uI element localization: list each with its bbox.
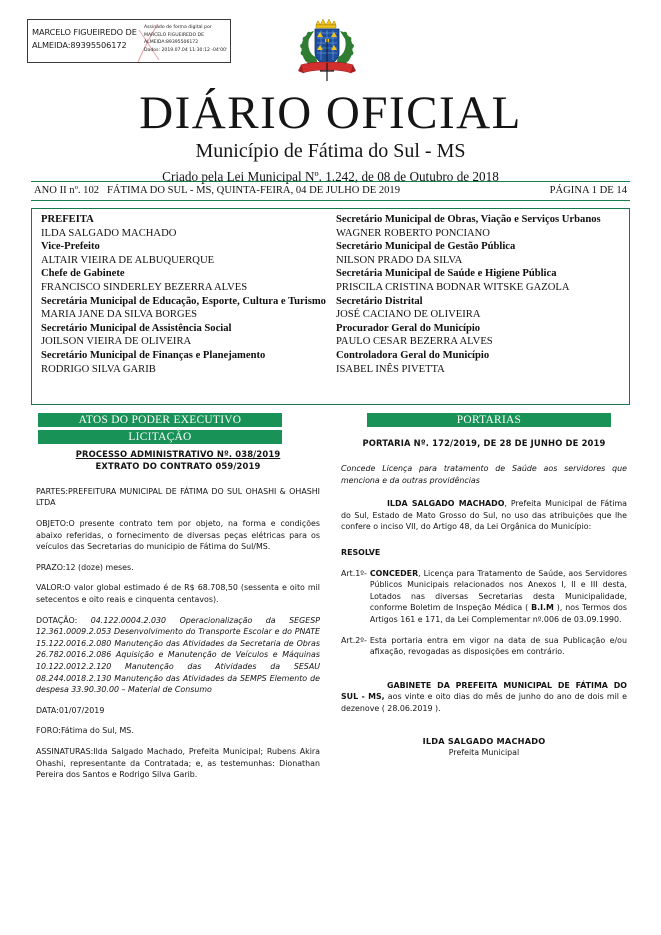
masthead: [0, 88, 661, 186]
prazo-label: PRAZO:: [36, 562, 66, 572]
licitacao-heading-line-2: EXTRATO DO CONTRATO 059/2019: [95, 461, 261, 472]
paragraph-valor: [36, 582, 320, 605]
official-role: Vice-Prefeito: [41, 241, 100, 253]
coat-of-arms-icon: [296, 17, 358, 85]
preamble-text: , Prefeita Municipal de Fátima do Sul, Estado de Mato Grosso do Sul, no uso das atribuições que lhe confere o inciso VII, do Artigo 48, da Lei Orgânica do Município:: [341, 499, 627, 532]
dotacao-line: 04.122.0004.2.030 Operacionalização da SEGESP: [90, 615, 320, 625]
officials-column-right: [336, 213, 621, 376]
paragraph-foro: [36, 725, 320, 737]
masthead-subtitle: Município de Fátima do Sul - MS: [195, 140, 466, 162]
licitacao-heading: [36, 448, 320, 460]
dotacao-label: DOTAÇÃO:: [36, 615, 91, 625]
article-2: [341, 635, 627, 658]
resolve-label: RESOLVE: [341, 547, 381, 557]
dotacao-line: 26.782.0016.2.086 Aquisição e Manutenção de Veículos e Máquinas: [36, 650, 320, 660]
official-person: JOILSON VIEIRA DE OLIVEIRA: [41, 336, 192, 348]
official-role: Secretário Municipal de Gestão Pública: [336, 241, 516, 253]
official-role: PREFEITA: [41, 214, 94, 225]
signature-details: [144, 24, 231, 54]
dotacao-line: 12.361.0009.2.053 Desenvolvimento do Transporte Escolar e do PNATE: [36, 627, 320, 637]
section-banner-licitacao: LICITAÇÃO: [38, 430, 282, 444]
valor-label: VALOR:: [36, 583, 65, 593]
official-role: Procurador Geral do Município: [336, 322, 481, 334]
portaria-signature-block: [341, 735, 627, 759]
gabinete-strong: GABINETE DA PREFEITA MUNICIPAL DE FÁTIMA DO SUL - MS,: [341, 680, 627, 702]
portaria-ementa: Concede Licença para tratamento de Saúde aos servidores que menciona e da outras providências: [341, 464, 627, 485]
partes-value: PREFEITURA MUNICIPAL DE FÁTIMA DO SUL OHASHI & OHASHI LTDA: [36, 486, 320, 508]
signature-mayor-role: Prefeita Municipal: [448, 747, 520, 757]
official-role: Secretário Municipal de Finanças e Planejamento: [41, 349, 266, 361]
official-role: Secretário Distrital: [336, 295, 423, 307]
official-role: Secretária Municipal de Educação, Esporte, Cultura e Turismo: [41, 295, 326, 307]
dotacao-line: Elemento de despesa 33.90.30.00 – Material de Consumo: [36, 673, 320, 695]
content-column-right: [341, 437, 627, 759]
official-person: FRANCISCO SINDERLEY BEZERRA ALVES: [41, 281, 248, 293]
dotacao-line: 10.122.0012.2.120 Manutenção das Atividades da SESAU: [36, 661, 320, 671]
paragraph-prazo: [36, 562, 320, 574]
official-role: Controladora Geral do Município: [336, 349, 490, 361]
assinaturas-label: ASSINATURAS:: [36, 746, 94, 756]
paragraph-objeto: [36, 518, 320, 553]
officials-column-left: [41, 213, 326, 376]
official-person: ISABEL INÊS PIVETTA: [336, 363, 445, 375]
official-person: RODRIGO SILVA GARIB: [41, 363, 156, 375]
digital-signature-stamp: [27, 19, 231, 63]
official-person: PAULO CESAR BEZERRA ALVES: [336, 336, 493, 348]
official-person: NILSON PRADO DA SILVA: [336, 254, 463, 266]
paragraph-assinaturas: [36, 746, 320, 781]
official-role: Chefe de Gabinete: [41, 268, 125, 280]
article-1-bim: B.I.M: [531, 603, 554, 613]
article-2-text: Esta portaria entra em vigor na data de sua Publicação e/ou afixação, revogadas as disposições em contrário.: [369, 635, 627, 657]
prazo-value: 12 (doze) meses.: [65, 562, 134, 572]
edition-city-date: FÁTIMA DO SUL - MS, QUINTA-FEIRA, 04 DE JULHO DE 2019: [107, 185, 401, 196]
section-banner-portarias: PORTARIAS: [367, 413, 611, 427]
content-column-left: [36, 448, 320, 790]
gabinete-text: aos vinte e oito dias do mês de junho do ano de dois mil e dezenove ( 28.06.2019 ).: [341, 692, 627, 713]
licitacao-heading-line-1: PROCESSO ADMINISTRATIVO Nº. 038/2019: [75, 449, 281, 459]
data-label: DATA:: [36, 705, 59, 715]
official-person: PRISCILA CRISTINA BODNAR WITSKE GAZOLA: [336, 281, 570, 293]
foro-value: Fátima do Sul, MS.: [60, 726, 134, 736]
article-1-verb: CONCEDER: [369, 568, 419, 578]
official-person: ALTAIR VIEIRA DE ALBUQUERQUE: [41, 254, 215, 266]
valor-value: O valor global estimado é de R$ 68.708,50 (sessenta e oito mil setecentos e oito reais e cinquenta centavos).: [36, 583, 320, 604]
dotacao-line: 08.244.0018.2.130 Manutenção das Atividades da SEMPS: [36, 673, 267, 683]
portaria-heading: PORTARIA Nº. 172/2019, DE 28 DE JUNHO DE 2019: [362, 438, 606, 448]
article-1-number: Art.1º-: [341, 568, 367, 578]
partes-label: PARTES:: [36, 486, 69, 496]
page-title: DIÁRIO OFICIAL: [139, 87, 522, 139]
paragraph-data: [36, 705, 320, 717]
official-person: WAGNER ROBERTO PONCIANO: [336, 227, 490, 239]
official-person: ILDA SALGADO MACHADO: [41, 227, 177, 239]
official-person: JOSÉ CACIANO DE OLIVEIRA: [336, 309, 481, 321]
data-value: 01/07/2019: [58, 705, 105, 715]
official-role: Secretária Municipal de Saúde e Higiene Pública: [336, 268, 557, 280]
edition-bar: [31, 181, 630, 201]
signature-detail-line-2: MARCELO FIGUEIREDO DE: [144, 32, 204, 38]
signature-mayor-name: ILDA SALGADO MACHADO: [422, 735, 546, 746]
edition-page-indicator: PÁGINA 1 DE 14: [549, 185, 627, 196]
official-role: Secretário Municipal de Obras, Viação e Serviços Urbanos: [336, 214, 601, 225]
licitacao-heading-2: [36, 460, 320, 472]
portaria-preamble: [341, 498, 627, 533]
article-2-number: Art.2º-: [341, 635, 367, 645]
paragraph-partes: [36, 486, 320, 509]
edition-year-number: ANO II nº. 102: [34, 185, 100, 196]
preamble-mayor-name: ILDA SALGADO MACHADO: [387, 499, 505, 509]
objeto-value: O presente contrato tem por objeto, na forma e condições abaixo referidas, o fornecimento de diversas peças elétricas para os veículos das Secretarias do municipio de Fátima do Sul/MS.: [36, 519, 320, 552]
official-role: Secretário Municipal de Assistência Social: [41, 322, 232, 334]
section-banner-executive-acts: ATOS DO PODER EXECUTIVO: [38, 413, 282, 427]
article-1-body-b: ), nos Termos dos Artigos 161 e 171, da Lei Complementar nº.006 de 03.09.1990.: [369, 603, 627, 624]
objeto-label: OBJETO:: [36, 519, 69, 528]
assinaturas-value: Ilda Salgado Machado, Prefeita Municipal; Rubens Akira Ohashi, representante da Contratada; e, as testemunhas: Dionathan Pereira dos Santos e Rodrigo Silva Garib.: [36, 746, 320, 780]
signature-detail-line-4: Dados: 2019.07.04 11:30:12 -04'00': [144, 47, 228, 53]
article-1-body-a: , Licença para Tratamento de Saúde, aos Servidores Públicos Municipais relacionados nos Anexos I, II e III desta, Lotados nas diversas Secretarias desta Municipalidade, conforme Boletim de Inspeção Médica (: [369, 568, 627, 613]
masthead-law-line: Criado pela Lei Municipal Nº. 1.242, de 08 de Outubro de 2018: [162, 169, 499, 184]
dotacao-line: 15.122.0016.2.080 Manutenção das Atividades da Secretaria de Obras: [36, 638, 320, 648]
official-person: MARIA JANE DA SILVA BORGES: [41, 309, 197, 321]
article-1: [341, 568, 627, 626]
signature-detail-line-1: Assinado de forma digital por: [144, 25, 212, 30]
foro-label: FORO:: [36, 726, 61, 736]
dotacao-block: [36, 615, 320, 696]
gabinete-paragraph: [341, 680, 627, 715]
officials-box: [31, 208, 630, 405]
article-1-text: [370, 568, 627, 626]
signature-signer-name: MARCELO FIGUEIREDO DE ALMEIDA:89395506172: [32, 27, 137, 50]
signature-detail-line-3: ALMEIDA:89395506172: [144, 40, 199, 46]
